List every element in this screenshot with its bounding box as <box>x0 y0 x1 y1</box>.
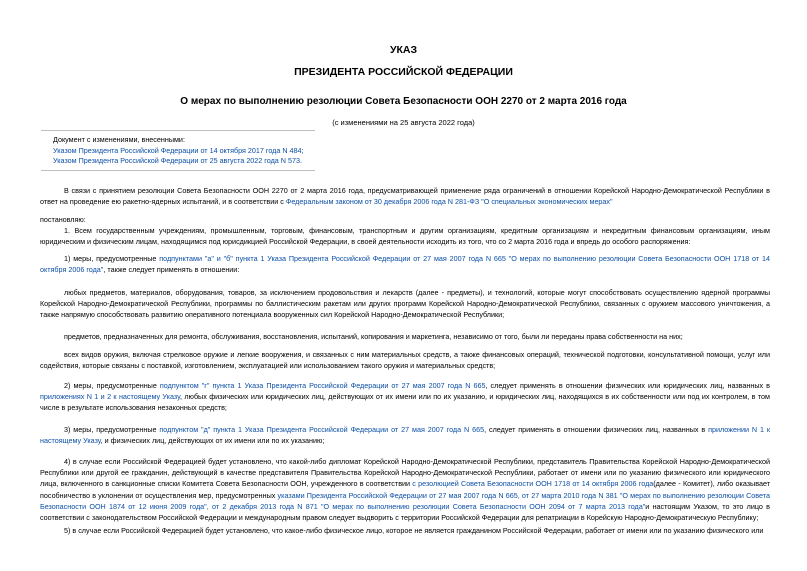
item-5-text: 5) в случае если Российской Федерацией будет установлено, что какое-либо физическое лицо, которое не является гражданином Российской Федерации, работает от имени или по указанию физического или <box>64 526 764 535</box>
preamble-text: В связи с принятием резолюции Совета Безопасности ООН 2270 от 2 марта 2016 года, предусматривающей применение ряда ограничений в отношении Корейской Народно-Демократической Республики в ответ на проведение ею ракетно-ядерных испытаний, и в соответствии с <box>40 186 770 207</box>
item-4-tail: и настоящим Указом, то это лицо в соответствии с законодательством Российской Федерации и международным правом следует выдворить с территории Российской Федерации для репатриации в Корейскую Народно-Демократическую Республику; <box>40 501 770 523</box>
decree-665-ab-link[interactable]: подпунктами "а" и "б" пункта 1 Указа Президента Российской Федерации от 27 мая 2007 года N 665 "О мерах по выполнению резолюции Совета Безопасности ООН 1718 от 14 октября 2006 года" <box>40 254 770 275</box>
item-1-text: 1) меры, предусмотренные <box>64 254 160 263</box>
paragraph-1-1 <box>40 253 770 275</box>
item-3-middle: , следует применять в отношении физических лиц, названных в <box>484 425 709 434</box>
paragraph-4 <box>40 456 770 523</box>
item-3-text: 3) меры, предусмотренные <box>64 425 160 434</box>
item-2-middle: , следует применять в отношении физических или юридических лиц, названных в <box>485 381 770 390</box>
paragraph-weapons <box>40 349 770 371</box>
change-link-2017[interactable]: Указом Президента Российской Федерации от 14 октября 2017 года N 484; <box>53 145 304 155</box>
item-3-tail: , и физических лиц, действующих от их имени или по их указанию; <box>100 436 325 446</box>
item-2-tail: , любых физических или юридических лиц, действующих от их имени или по их указанию, и юридических лиц, находящихся в их собственности или под их контролем, в том числе в результате использования незаконных средств; <box>40 392 770 413</box>
federal-law-link[interactable]: Федеральным законом от 30 декабря 2006 года N 281-ФЗ "О специальных экономических мерах" <box>285 197 613 207</box>
item-4-middle: (далее - Комитет), либо оказывает пособничество в уклонении от осуществления мер, предусмотренных <box>40 479 771 500</box>
paragraph-decree <box>40 214 770 248</box>
changes-box <box>41 130 315 171</box>
paragraph-repair <box>40 331 770 342</box>
changes-intro: Документ с изменениями, внесенными: <box>53 135 185 144</box>
item-4-text: 4) в случае если Российской Федерацией будет установлено, что какой-либо дипломат Корейской Народно-Демократической Республики, представитель Правительства Корейской Народно-Демократической Республики или другой ее гражданин, действующий в качестве представителя Правительства Корейской Народно-Демократической Республики, работает от имени или по указанию физического или юридического лица, включенного в санкционные списки Комитета Совета Безопасности ООН, учрежденного в соответствии <box>40 457 770 489</box>
change-link-2022[interactable]: Указом Президента Российской Федерации от 25 августа 2022 года N 573. <box>53 156 302 165</box>
paragraph-items-list <box>40 287 770 321</box>
edition-note: (с изменениями на 25 августа 2022 года) <box>332 118 475 127</box>
weapons-paragraph: всех видов оружия, включая стрелковое оружие и легкие вооружения, и связанных с ним материальных средств, а также финансовых операций, технической подготовки, консультативной помощи, услуг или содействия, которые связаны с поставкой, изготовлением, эксплуатацией или использованием такого оружия и материальных средств; <box>40 350 770 371</box>
decrees-list-link[interactable]: указами Президента Российской Федерации от 27 мая 2007 года N 665, от 27 марта 2010 года N 381 "О мерах по выполнению резолюции Совета Безопасности ООН 1874 от 12 июня 2009 года", от 2 декабря 2013 года N 871 "О мерах по выполнению резолюции Совета Безопасности ООН 2094 от 7 марта 2013 года" <box>40 490 770 511</box>
decree-665-d-link[interactable]: подпунктом "д" пункта 1 Указа Президента Российской Федерации от 27 мая 2007 года N 665 <box>159 425 485 434</box>
resolution-1718-link[interactable]: с резолюцией Совета Безопасности ООН 1718 от 14 октября 2006 года <box>412 479 654 489</box>
items-paragraph: любых предметов, материалов, оборудования, товаров, за исключением продовольствия и лекарств (далее - предметы), и технологий, которые могут способствовать осуществлению ядерной программы Корейской Народно-Демократической Республики, программы по баллистическим ракетам или других программ Корейской Народно-Демократической Республики, связанных с оружием массового уничтожения, а также напрямую способствовать развитию оперативного потенциала вооруженных сил Корейской Народно-Демократической Республики; <box>40 288 770 320</box>
paragraph-3 <box>40 424 770 446</box>
issuer-title: ПРЕЗИДЕНТА РОССИЙСКОЙ ФЕДЕРАЦИИ <box>294 66 513 78</box>
item-2-text: 2) меры, предусмотренные <box>64 381 160 390</box>
decree-word: постановляю: <box>40 215 86 224</box>
paragraph-preamble <box>40 185 770 207</box>
appendix-1-link[interactable]: приложении N 1 к настоящему Указу <box>40 425 771 446</box>
paragraph-2 <box>40 380 770 414</box>
repair-paragraph: предметов, предназначенных для ремонта, обслуживания, восстановления, испытаний, копирования и маркетинга, независимо от того, были ли переданы права собственности на них; <box>64 332 683 341</box>
item-1-tail: , также следует применять в отношении: <box>103 265 240 275</box>
document-type-title: УКАЗ <box>389 44 418 56</box>
paragraph-1: 1. Всем государственным учреждениям, промышленным, торговым, финансовым, транспортным и другим организациям, кредитным организациям и некредитным финансовым организациям, иным юридическим и физическим лицам, находящимся под юрисдикцией Российской Федерации, в своей деятельности исходить из того, что со 2 марта 2016 года и впредь до особого распоряжения: <box>40 226 770 247</box>
appendix-1-2-link[interactable]: приложениях N 1 и 2 к настоящему Указу <box>40 392 180 402</box>
document-subject: О мерах по выполнению резолюции Совета Безопасности ООН 2270 от 2 марта 2016 года <box>180 96 627 107</box>
decree-665-g-link[interactable]: подпунктом "г" пункта 1 Указа Президента Российской Федерации от 27 мая 2007 года N 665 <box>159 381 486 390</box>
paragraph-5 <box>40 525 770 536</box>
